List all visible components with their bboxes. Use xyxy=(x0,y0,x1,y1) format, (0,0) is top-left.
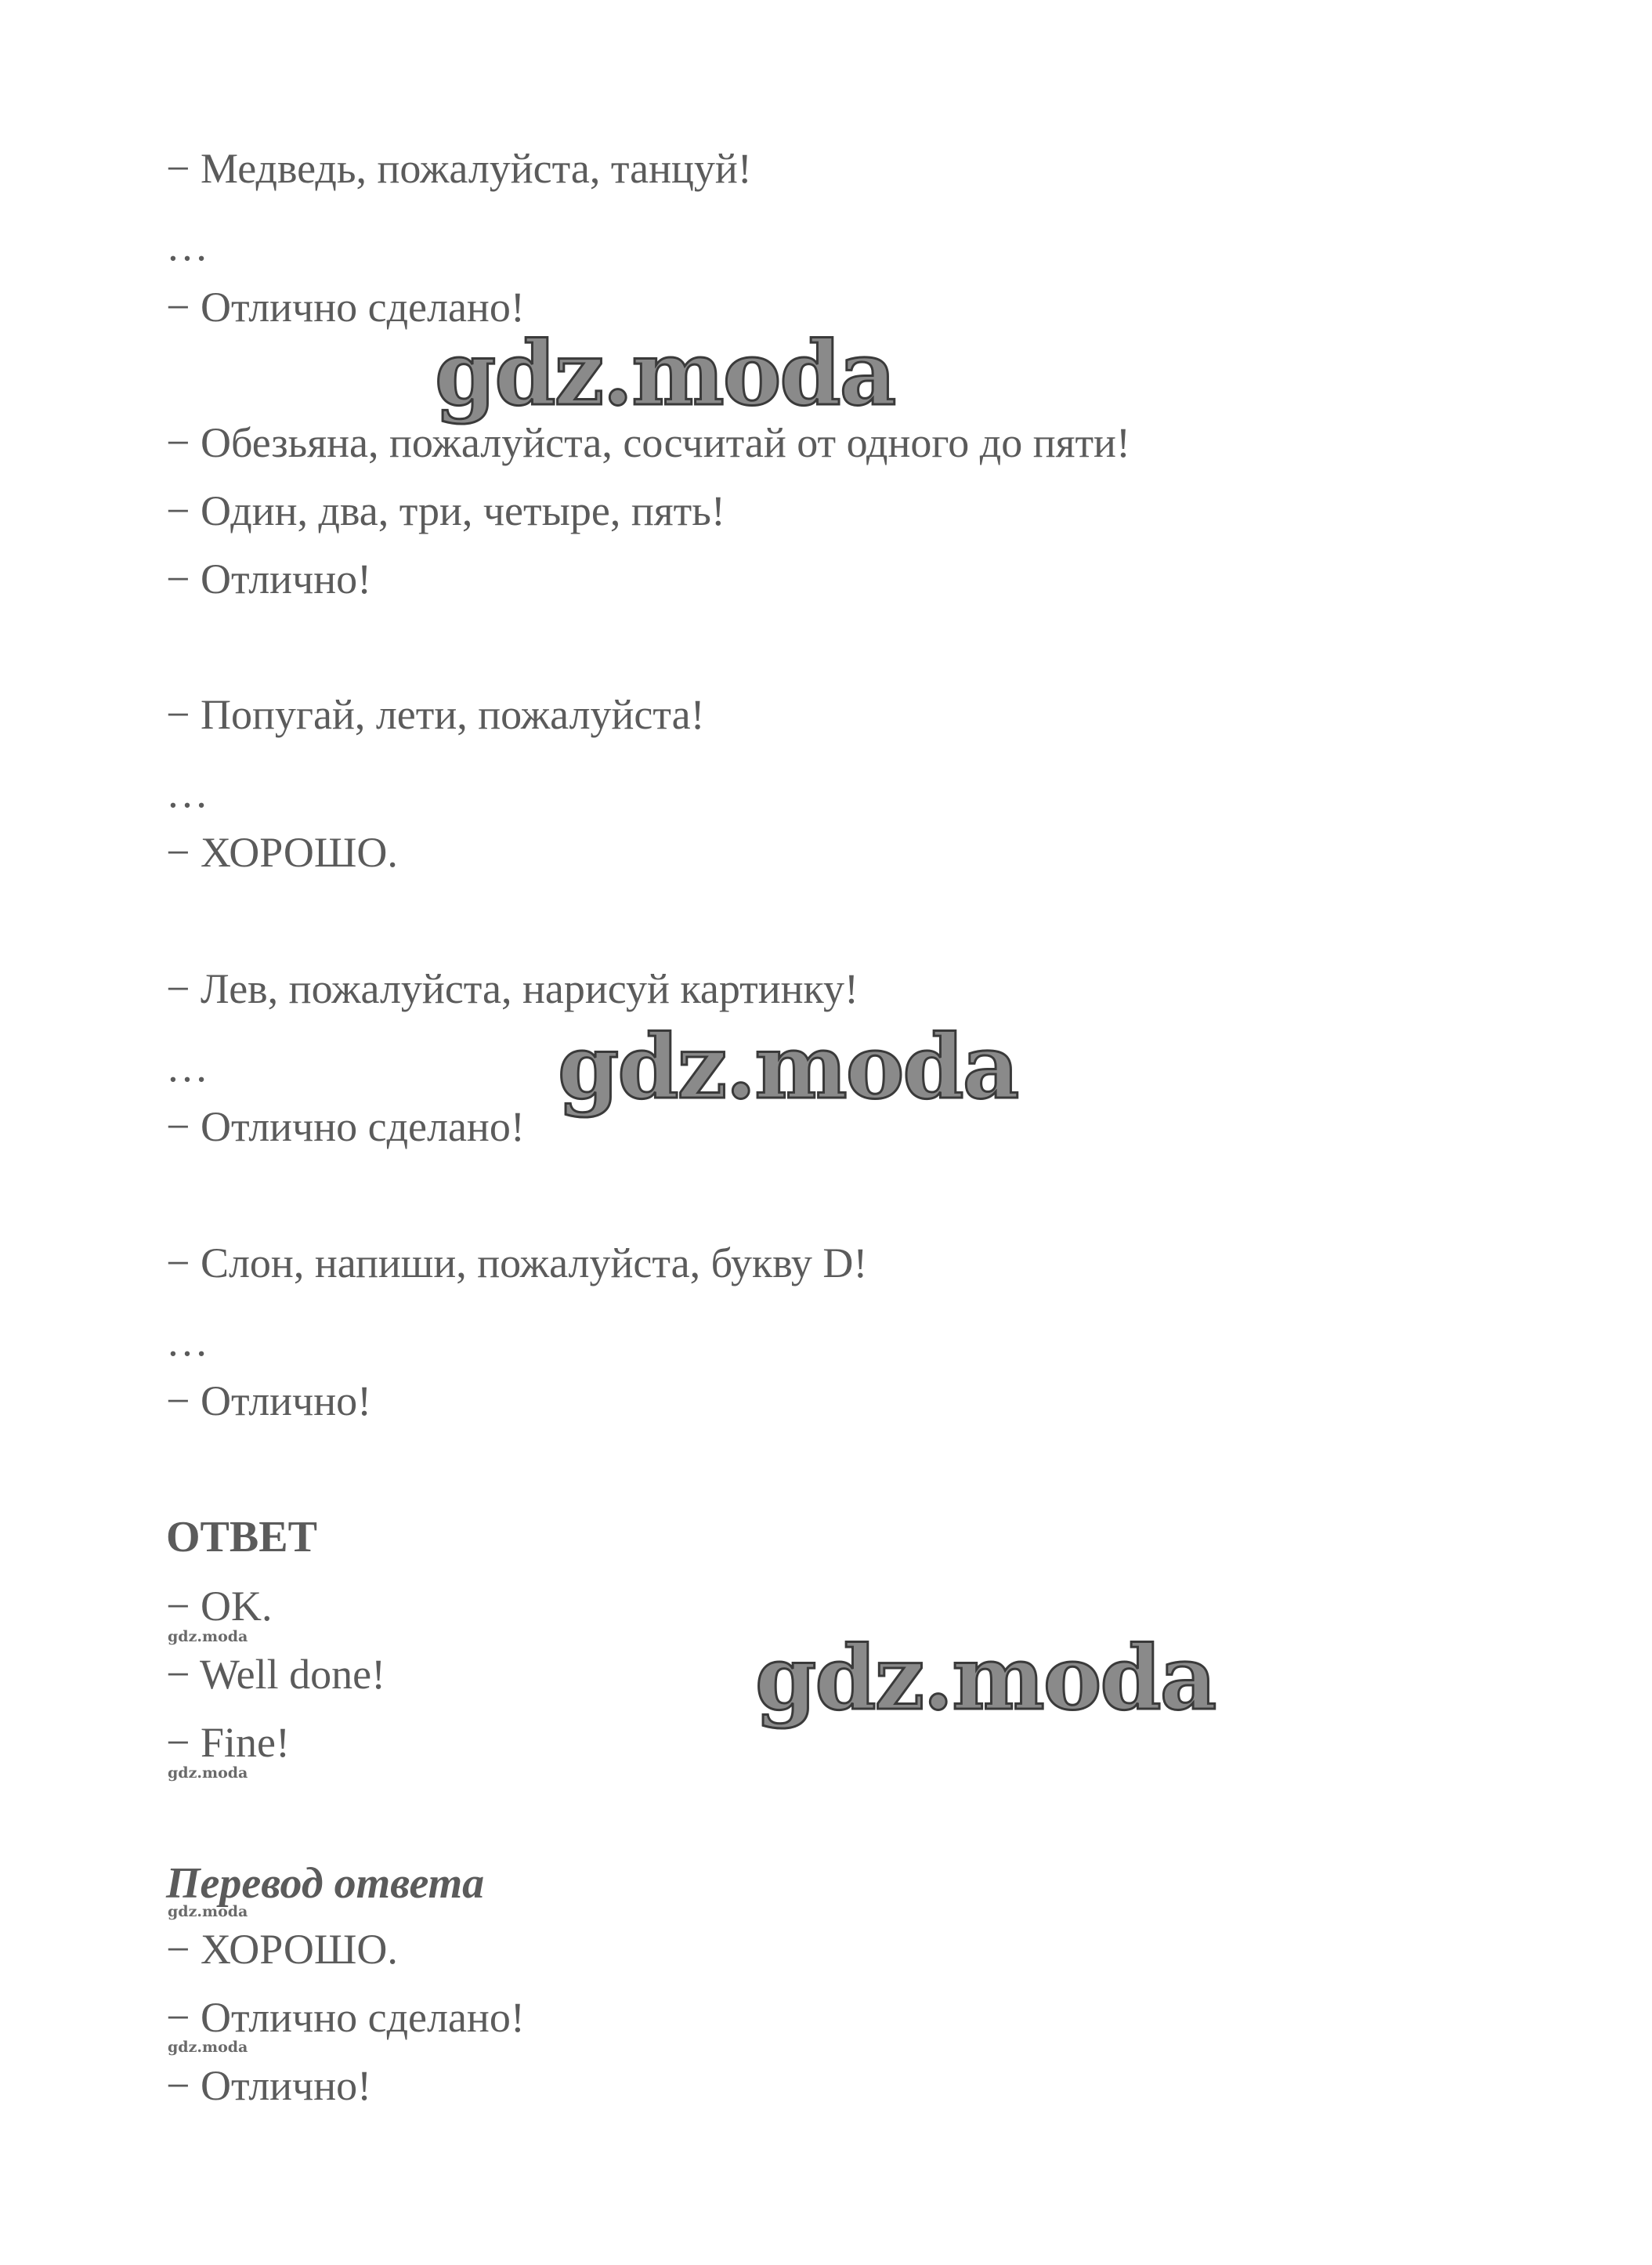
watermark-large: gdz.moda xyxy=(755,1627,1216,1730)
dialogue-line: − Попугай, лети, пожалуйста! xyxy=(166,691,705,738)
watermark-small: gdz.moda xyxy=(168,1764,248,1782)
dialogue-line: − Слон, напиши, пожалуйста, букву D! xyxy=(166,1239,868,1286)
translation-heading: Перевод ответа xyxy=(166,1859,485,1908)
dialogue-line: − Лев, пожалуйста, нарисуй картинку! xyxy=(166,965,859,1012)
dialogue-line: − Отлично сделано! xyxy=(166,1103,525,1150)
dialogue-line: − Отлично! xyxy=(166,555,372,602)
dialogue-line: − Отлично сделано! xyxy=(166,284,525,331)
watermark-small: gdz.moda xyxy=(168,1903,248,1920)
watermark-large: gdz.moda xyxy=(435,323,895,425)
answer-line: − Well done! xyxy=(166,1651,386,1698)
dialogue-line: − Один, два, три, четыре, пять! xyxy=(166,487,725,534)
dialogue-line: − Медведь, пожалуйста, танцуй! xyxy=(166,145,752,192)
translation-line: − ХОРОШО. xyxy=(166,1926,398,1973)
answer-line: − OK. xyxy=(166,1583,273,1630)
ellipsis-line: … xyxy=(166,1044,208,1091)
dialogue-line: − ХОРОШО. xyxy=(166,829,398,876)
watermark-small: gdz.moda xyxy=(168,1628,248,1645)
ellipsis-line: … xyxy=(166,223,208,270)
ellipsis-line: … xyxy=(166,769,208,816)
answer-heading: ОТВЕТ xyxy=(166,1513,317,1561)
answer-line: − Fine! xyxy=(166,1719,290,1766)
watermark-large: gdz.moda xyxy=(558,1016,1018,1119)
translation-line: − Отлично сделано! xyxy=(166,1994,525,2041)
translation-line: − Отлично! xyxy=(166,2062,372,2109)
dialogue-line: − Обезьяна, пожалуйста, сосчитай от одного до пяти! xyxy=(166,419,1130,466)
ellipsis-line: … xyxy=(166,1318,208,1365)
dialogue-line: − Отлично! xyxy=(166,1377,372,1424)
watermark-small: gdz.moda xyxy=(168,2039,248,2056)
